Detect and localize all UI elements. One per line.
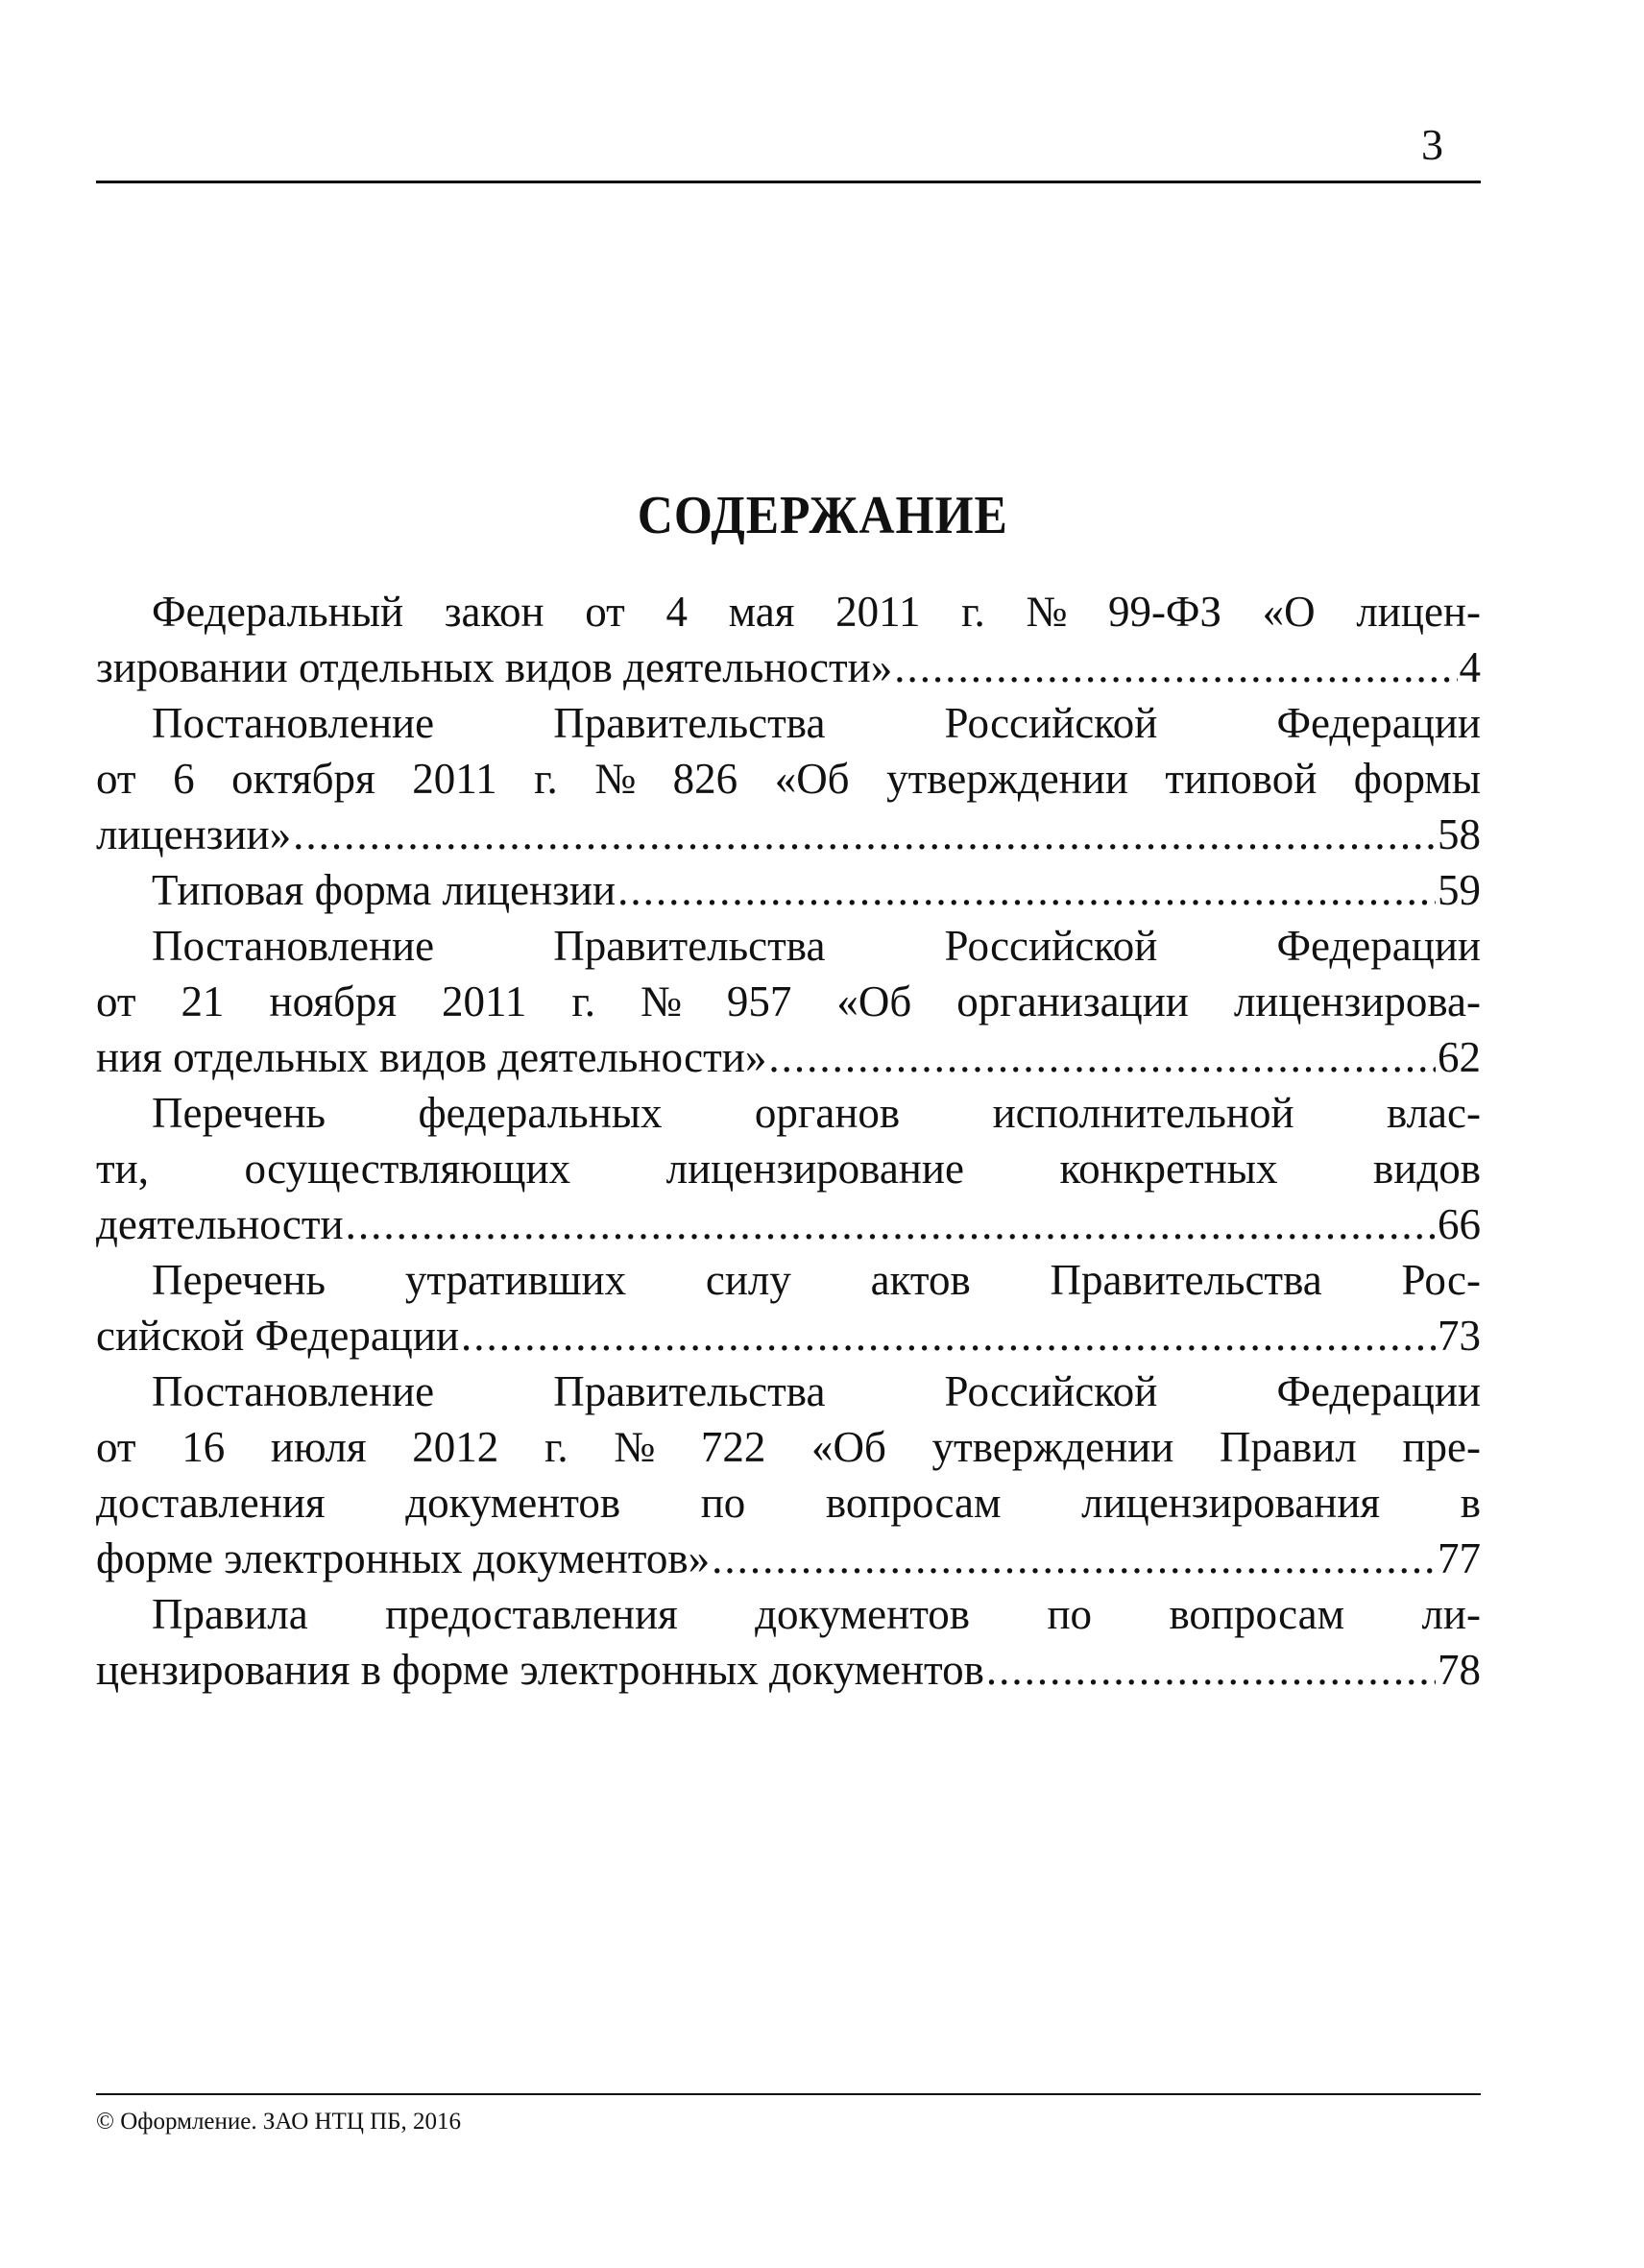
copyright-footer: © Оформление. ЗАО НТЦ ПБ, 2016 <box>96 2109 462 2135</box>
toc-entry <box>96 695 1481 862</box>
toc-entry-line <box>96 862 1481 918</box>
toc-entry-line <box>96 639 1481 695</box>
toc-entry-text: Перечень федеральных органов исполнительной влас- <box>152 1089 1481 1137</box>
toc-entry-text: Постановление Правительства Российской Федерации <box>152 699 1481 747</box>
page-number: 3 <box>1421 120 1443 169</box>
toc-leader-dots <box>986 1642 1436 1698</box>
toc-entry-text: Постановление Правительства Российской Федерации <box>152 922 1481 970</box>
toc-entry-line <box>96 1531 1481 1586</box>
toc-entry-text: Федеральный закон от 4 мая 2011 г. № 99-ФЗ «О лицен- <box>152 588 1481 636</box>
toc-entry-line <box>96 1475 1481 1531</box>
toc-entry-line <box>96 807 1481 862</box>
toc-page-number: 77 <box>1438 1534 1481 1582</box>
toc-title: СОДЕРЖАНИЕ <box>637 486 1008 545</box>
toc-entry-text: цензирования в форме электронных документов <box>96 1646 984 1694</box>
toc-entry-text: Типовая форма лицензии <box>152 866 616 914</box>
toc-entry-line <box>96 584 1481 639</box>
toc-entry-line <box>96 1029 1481 1085</box>
toc-entry-text: от 6 октября 2011 г. № 826 «Об утверждении типовой формы <box>96 755 1481 803</box>
toc-page-number: 78 <box>1438 1646 1481 1694</box>
toc-entry-text: доставления документов по вопросам лицензирования в <box>96 1479 1481 1527</box>
toc-entry <box>96 1363 1481 1586</box>
toc-entry-line <box>96 1586 1481 1642</box>
header-rule <box>96 181 1481 183</box>
toc-entry-text: ти, осуществляющих лицензирование конкретных видов <box>96 1145 1481 1193</box>
toc-entry-line <box>96 695 1481 751</box>
toc-leader-dots <box>617 862 1436 918</box>
toc-leader-dots <box>712 1531 1436 1586</box>
toc-entry-text: от 21 ноября 2011 г. № 957 «Об организации лицензирова- <box>96 977 1481 1025</box>
toc-entry-line <box>96 974 1481 1029</box>
toc-page-number: 73 <box>1438 1312 1481 1360</box>
toc-entry-line <box>96 1642 1481 1698</box>
toc-page-number: 66 <box>1438 1200 1481 1248</box>
toc-leader-dots <box>894 639 1457 695</box>
toc-entry-line <box>96 751 1481 807</box>
toc-entry-line <box>96 1252 1481 1308</box>
footer-rule <box>96 2093 1481 2095</box>
toc-entry <box>96 862 1481 918</box>
toc-entry-text: Перечень утративших силу актов Правительства Рос- <box>152 1256 1481 1304</box>
toc-entry-line <box>96 1363 1481 1419</box>
toc-entry-text: ния отдельных видов деятельности» <box>96 1033 767 1081</box>
toc-entry-text: сийской Федерации <box>96 1312 460 1360</box>
toc-entry-line <box>96 1085 1481 1141</box>
toc-page-number: 59 <box>1438 866 1481 914</box>
toc-entry-line <box>96 918 1481 974</box>
toc-leader-dots <box>346 1196 1436 1252</box>
toc-entry-text: форме электронных документов» <box>96 1534 711 1582</box>
table-of-contents <box>96 584 1481 1698</box>
toc-entry <box>96 1085 1481 1252</box>
toc-page-number: 62 <box>1438 1033 1481 1081</box>
toc-entry-line <box>96 1308 1481 1363</box>
toc-entry <box>96 1586 1481 1698</box>
toc-entry <box>96 584 1481 695</box>
toc-page-number: 58 <box>1438 810 1481 858</box>
toc-leader-dots <box>293 807 1436 862</box>
toc-entry-text: лицензии» <box>96 810 292 858</box>
toc-entry-line <box>96 1141 1481 1196</box>
toc-entry-line <box>96 1419 1481 1475</box>
toc-entry-text: зировании отдельных видов деятельности» <box>96 643 893 691</box>
toc-entry-text: от 16 июля 2012 г. № 722 «Об утверждении Правил пре- <box>96 1423 1481 1471</box>
toc-entry-text: Постановление Правительства Российской Федерации <box>152 1367 1481 1415</box>
toc-leader-dots <box>461 1308 1436 1363</box>
toc-entry-line <box>96 1196 1481 1252</box>
toc-entry <box>96 1252 1481 1363</box>
toc-entry <box>96 918 1481 1085</box>
toc-page-number: 4 <box>1459 643 1481 691</box>
toc-leader-dots <box>768 1029 1436 1085</box>
toc-entry-text: деятельности <box>96 1200 344 1248</box>
toc-entry-text: Правила предоставления документов по вопросам ли- <box>152 1590 1481 1638</box>
